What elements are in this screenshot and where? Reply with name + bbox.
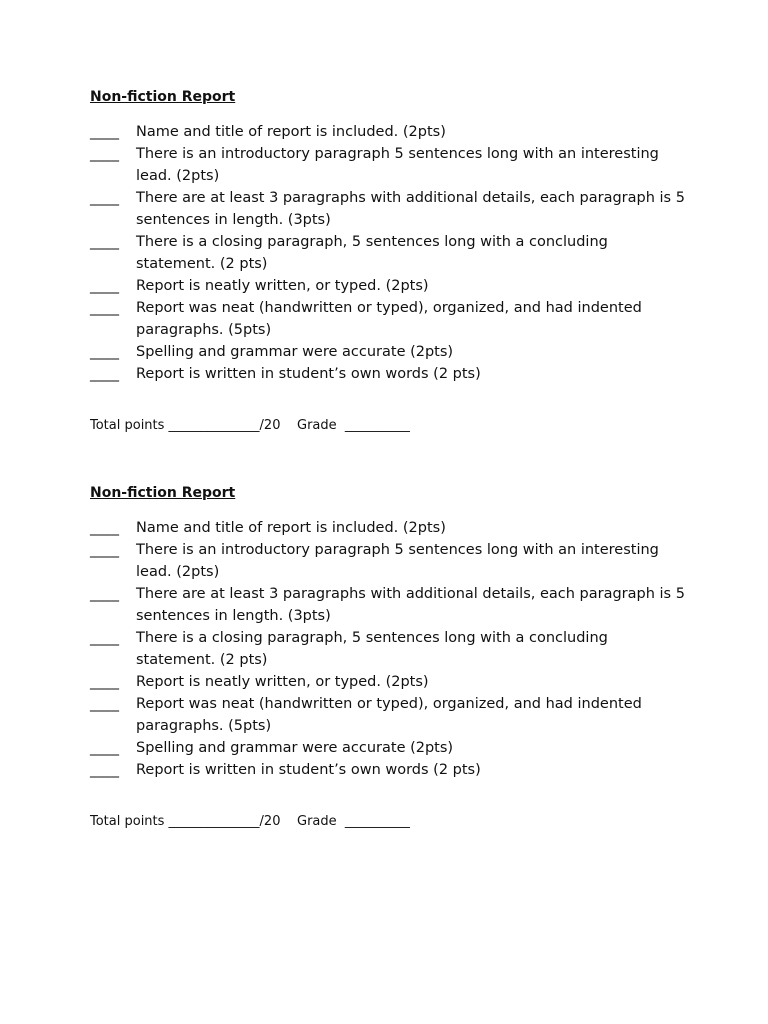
criterion-text: There is an introductory paragraph 5 sentences long with an interesting lead. (2pts) bbox=[136, 146, 659, 184]
criterion-item bbox=[90, 143, 690, 187]
criterion-item bbox=[90, 231, 690, 275]
criterion-text: Name and title of report is included. (2pts) bbox=[136, 520, 446, 536]
criterion-item bbox=[90, 187, 690, 231]
criterion-item bbox=[90, 627, 690, 671]
criterion-text: Report is neatly written, or typed. (2pts) bbox=[136, 674, 429, 690]
criterion-text: Report is neatly written, or typed. (2pts) bbox=[136, 278, 429, 294]
criterion-item bbox=[90, 539, 690, 583]
criterion-item bbox=[90, 363, 690, 385]
criterion-text: There are at least 3 paragraphs with additional details, each paragraph is 5 sentences in length. (3pts) bbox=[136, 190, 685, 228]
score-blank: ____ bbox=[90, 674, 119, 690]
criterion-text: There is an introductory paragraph 5 sentences long with an interesting lead. (2pts) bbox=[136, 542, 659, 580]
score-blank: ____ bbox=[90, 630, 119, 646]
score-blank: ____ bbox=[90, 344, 119, 360]
score-blank: ____ bbox=[90, 234, 119, 250]
criterion-item bbox=[90, 759, 690, 781]
criterion-text: Name and title of report is included. (2pts) bbox=[136, 124, 446, 140]
score-blank: ____ bbox=[90, 542, 119, 558]
criterion-text: There is a closing paragraph, 5 sentences long with a concluding statement. (2 pts) bbox=[136, 234, 608, 272]
criterion-text: Report is written in student’s own words (2 pts) bbox=[136, 366, 481, 382]
criterion-item bbox=[90, 737, 690, 759]
score-blank: ____ bbox=[90, 278, 119, 294]
total-points-line: Total points ______________/20 Grade __________ bbox=[90, 814, 410, 829]
criterion-item bbox=[90, 583, 690, 627]
rubric-title: Non-fiction Report bbox=[90, 485, 236, 501]
rubric-2 bbox=[90, 483, 690, 831]
criterion-text: Report was neat (handwritten or typed), organized, and had indented paragraphs. (5pts) bbox=[136, 300, 642, 338]
criterion-item bbox=[90, 121, 690, 143]
score-blank: ____ bbox=[90, 740, 119, 756]
criterion-text: Spelling and grammar were accurate (2pts) bbox=[136, 344, 454, 360]
criterion-item bbox=[90, 517, 690, 539]
score-blank: ____ bbox=[90, 520, 119, 536]
criterion-item bbox=[90, 671, 690, 693]
score-blank: ____ bbox=[90, 366, 119, 382]
criterion-text: Report is written in student’s own words (2 pts) bbox=[136, 762, 481, 778]
score-blank: ____ bbox=[90, 762, 119, 778]
rubric-title: Non-fiction Report bbox=[90, 89, 236, 105]
criterion-text: There are at least 3 paragraphs with additional details, each paragraph is 5 sentences in length. (3pts) bbox=[136, 586, 685, 624]
score-blank: ____ bbox=[90, 146, 119, 162]
score-blank: ____ bbox=[90, 586, 119, 602]
criteria-list bbox=[90, 121, 690, 385]
score-blank: ____ bbox=[90, 300, 119, 316]
criterion-text: There is a closing paragraph, 5 sentences long with a concluding statement. (2 pts) bbox=[136, 630, 608, 668]
criterion-text: Spelling and grammar were accurate (2pts) bbox=[136, 740, 454, 756]
criterion-item bbox=[90, 341, 690, 363]
score-blank: ____ bbox=[90, 124, 119, 140]
criteria-list bbox=[90, 517, 690, 781]
score-blank: ____ bbox=[90, 190, 119, 206]
total-points-line: Total points ______________/20 Grade __________ bbox=[90, 418, 410, 433]
criterion-text: Report was neat (handwritten or typed), organized, and had indented paragraphs. (5pts) bbox=[136, 696, 642, 734]
rubric-1 bbox=[90, 87, 690, 435]
criterion-item bbox=[90, 693, 690, 737]
criterion-item bbox=[90, 275, 690, 297]
criterion-item bbox=[90, 297, 690, 341]
score-blank: ____ bbox=[90, 696, 119, 712]
